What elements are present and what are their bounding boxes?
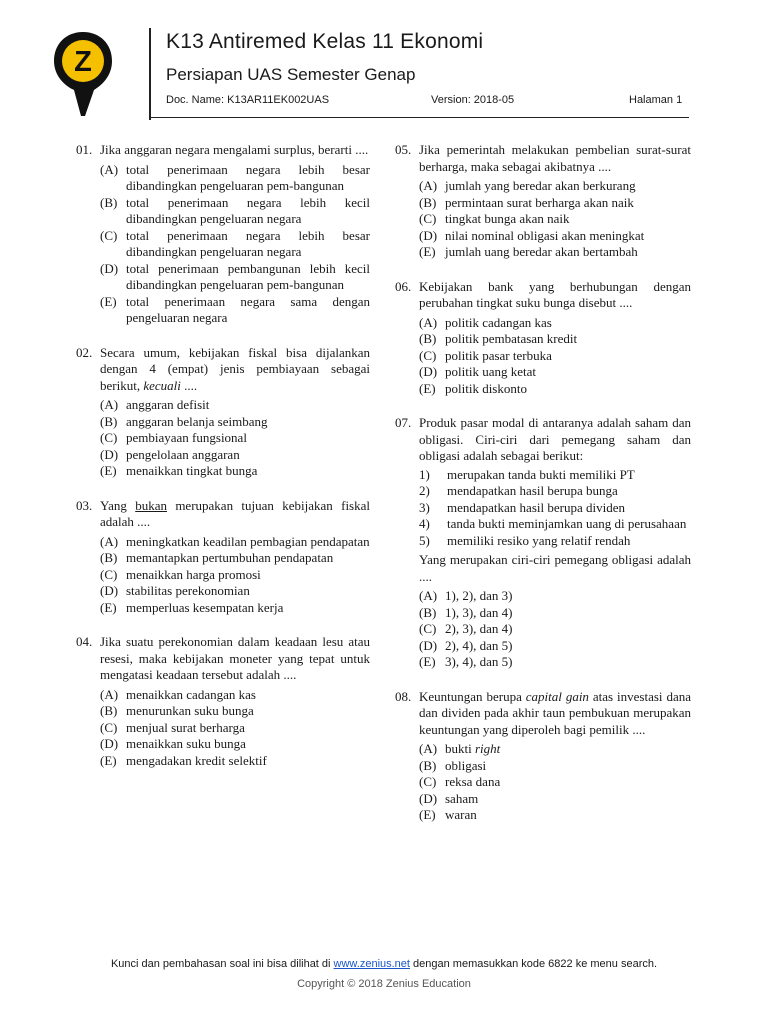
option-e (100, 753, 370, 770)
option-d (100, 261, 370, 294)
statement-number: 5) (419, 532, 430, 548)
option-a (100, 534, 370, 551)
option-label: (D) (419, 637, 438, 653)
footer-text-pre: Kunci dan pembahasan soal ini bisa dilihat di (110, 958, 334, 970)
option-label: (E) (419, 380, 436, 396)
option-text: politik diskonto (445, 380, 527, 396)
zenius-link[interactable]: www.zenius.net (333, 958, 410, 970)
option-label: (E) (419, 807, 436, 822)
option-c (419, 211, 691, 228)
footer-text-post: dengan memasukkan kode 6822 ke menu search. (409, 958, 658, 970)
page-number: Halaman 1 (629, 94, 683, 106)
zenius-logo (52, 30, 114, 120)
option-emphasis: right (474, 741, 501, 756)
question-text-tail: .... (180, 377, 198, 393)
option-e (419, 244, 691, 261)
option-text-pre: bukti (445, 741, 475, 756)
option-b (100, 195, 370, 228)
doc-name: Doc. Name: K13AR11EK002UAS (166, 94, 330, 106)
option-text: menurunkan suku bunga (126, 703, 254, 718)
statement-text: memiliki resiko yang relatif rendah (447, 532, 631, 548)
option-b (419, 758, 691, 775)
statement-item (419, 483, 691, 500)
option-text: mengadakan kredit selektif (126, 752, 267, 768)
option-d (419, 791, 691, 808)
question-number: 03. (76, 497, 93, 513)
question-05 (395, 142, 691, 261)
statement-item (419, 533, 691, 550)
option-e (419, 807, 691, 824)
option-b (100, 414, 370, 431)
option-a (419, 588, 691, 605)
option-b (100, 703, 370, 720)
question-text (100, 498, 370, 531)
logo-letter: Z (74, 46, 92, 78)
option-text: politik pembatasan kredit (445, 331, 578, 346)
option-text: 2), 4), dan 5) (445, 637, 513, 653)
option-label: (C) (100, 430, 118, 445)
option-label: (C) (100, 566, 118, 582)
option-text: menaikkan cadangan kas (126, 686, 256, 702)
statement-text: tanda bukti meminjamkan uang di perusahaan (447, 516, 687, 531)
statement-list (419, 467, 691, 550)
left-column (76, 142, 370, 787)
footer-note (0, 958, 768, 970)
question-text-main: Secara umum, kebijakan fiskal bisa dijalankan dengan 4 (empat) jenis pembiayaan sebagai berikut, (100, 344, 370, 393)
option-label: (B) (100, 413, 118, 429)
option-text: stabilitas perekonomian (126, 583, 250, 598)
option-label: (D) (100, 583, 119, 598)
option-c (419, 774, 691, 791)
option-label: (E) (100, 599, 117, 615)
question-01 (76, 142, 370, 327)
option-label: (B) (419, 757, 437, 773)
option-text: anggaran belanja seimbang (126, 413, 268, 429)
option-d (100, 447, 370, 464)
question-04 (76, 634, 370, 769)
question-underlined-word: bukan (135, 497, 167, 513)
option-c (419, 348, 691, 365)
option-label: (A) (100, 686, 119, 702)
question-03 (76, 498, 370, 617)
option-label: (D) (419, 790, 438, 806)
option-text: meningkatkan keadilan pembagian pendapatan (126, 533, 370, 549)
question-text-post: atas investasi dana dan dividen pada akhir taun pembukuan merupakan keuntungan yang diperoleh bagi pemilik .... (419, 688, 691, 737)
option-text: total penerimaan negara sama dengan pengeluaran negara (126, 293, 370, 325)
option-label: (E) (100, 752, 117, 768)
right-column (395, 142, 691, 842)
option-e (100, 294, 370, 327)
statement-number: 4) (419, 516, 430, 531)
option-text: pembiayaan fungsional (126, 430, 247, 445)
question-number: 05. (395, 142, 412, 157)
option-d (419, 364, 691, 381)
option-label: (A) (419, 314, 438, 330)
statement-item (419, 516, 691, 533)
question-number: 06. (395, 278, 412, 294)
question-02 (76, 345, 370, 480)
option-label: (A) (100, 397, 119, 412)
option-d (419, 638, 691, 655)
option-label: (C) (100, 719, 118, 735)
option-label: (C) (419, 347, 437, 363)
option-c (100, 720, 370, 737)
option-label: (D) (100, 736, 119, 751)
question-text (100, 345, 370, 395)
doc-version: Version: 2018-05 (431, 94, 515, 106)
option-text: total penerimaan negara lebih besar dibandingkan pengeluaran negara (126, 227, 370, 259)
option-b (419, 195, 691, 212)
option-c (100, 228, 370, 261)
option-label: (B) (419, 194, 437, 210)
question-number: 02. (76, 344, 93, 360)
question-number: 07. (395, 415, 412, 430)
option-text: 1), 2), dan 3) (445, 588, 513, 603)
question-emphasis: kecuali (143, 377, 181, 393)
option-text: menaikkan tingkat bunga (126, 463, 258, 478)
question-text (419, 689, 691, 739)
question-text-post: merupakan tujuan kebijakan fiskal adalah .... (100, 497, 370, 529)
option-label: (A) (100, 161, 119, 177)
copyright: Copyright © 2018 Zenius Education (297, 978, 471, 990)
option-text (445, 741, 691, 758)
option-label: (D) (100, 260, 119, 276)
option-d (419, 228, 691, 245)
option-c (100, 430, 370, 447)
question-08 (395, 689, 691, 824)
statement-number: 3) (419, 499, 430, 515)
option-b (100, 550, 370, 567)
document-subtitle: Persiapan UAS Semester Genap (166, 65, 416, 84)
option-label: (B) (419, 604, 437, 620)
statement-text: mendapatkan hasil berupa bunga (447, 483, 618, 498)
question-text: Kebijakan bank yang berhubungan dengan perubahan tingkat suku bunga disebut .... (419, 278, 691, 310)
option-label: (E) (100, 293, 117, 309)
option-text: permintaan surat berharga akan naik (445, 194, 634, 210)
statement-number: 2) (419, 483, 430, 498)
option-label: (D) (100, 446, 119, 462)
question-followup: Yang merupakan ciri-ciri pemegang obligasi adalah .... (419, 552, 691, 584)
statement-item (419, 467, 691, 484)
option-label: (A) (100, 533, 119, 549)
option-text: jumlah yang beredar akan berkurang (445, 178, 636, 193)
option-a (419, 741, 691, 758)
option-label: (B) (100, 194, 118, 210)
option-label: (B) (100, 550, 118, 565)
option-e (419, 654, 691, 671)
option-text: 2), 3), dan 4) (445, 621, 513, 636)
option-text: reksa dana (445, 774, 501, 789)
question-emphasis: capital gain (525, 688, 589, 704)
option-text: jumlah uang beredar akan bertambah (445, 244, 638, 259)
option-text: 3), 4), dan 5) (445, 654, 513, 669)
option-label: (C) (419, 211, 437, 226)
option-text: menjual surat berharga (126, 719, 245, 735)
question-number: 08. (395, 688, 412, 704)
option-d (100, 736, 370, 753)
question-07 (395, 415, 691, 671)
question-number: 01. (76, 142, 93, 157)
option-label: (E) (100, 463, 117, 478)
option-text: politik uang ketat (445, 364, 536, 379)
option-c (419, 621, 691, 638)
header-vertical-divider (149, 28, 151, 120)
option-text: obligasi (445, 757, 487, 773)
option-e (100, 600, 370, 617)
statement-text: merupakan tanda bukti memiliki PT (447, 466, 635, 482)
option-text: politik pasar terbuka (445, 347, 552, 363)
option-label: (B) (100, 703, 118, 718)
question-text: Jika anggaran negara mengalami surplus, berarti .... (100, 142, 369, 157)
option-text: menaikkan harga promosi (126, 566, 261, 582)
option-text: total penerimaan negara lebih besar dibandingkan pengeluaran pem-bangunan (126, 161, 370, 193)
option-text: waran (445, 807, 477, 822)
option-text: tingkat bunga akan naik (445, 211, 570, 226)
option-text: 1), 3), dan 4) (445, 604, 513, 620)
option-text: saham (445, 790, 479, 806)
question-06 (395, 279, 691, 398)
option-text: politik cadangan kas (445, 314, 552, 330)
question-text: Jika suatu perekonomian dalam keadaan lesu atau resesi, maka kebijakan moneter yang tepat untuk mengatasi keadaan tersebut adalah .... (100, 634, 370, 682)
header-horizontal-divider (149, 117, 689, 118)
option-d (100, 583, 370, 600)
option-c (100, 567, 370, 584)
option-a (100, 162, 370, 195)
statement-number: 1) (419, 466, 430, 482)
option-text: memperluas kesempatan kerja (126, 599, 284, 615)
option-text: anggaran defisit (126, 397, 210, 412)
option-label: (A) (419, 741, 438, 756)
option-a (419, 315, 691, 332)
option-a (419, 178, 691, 195)
option-text: total penerimaan negara lebih kecil dibandingkan pengeluaran negara (126, 194, 370, 226)
option-text: nilai nominal obligasi akan meningkat (445, 227, 645, 243)
option-text: menaikkan suku bunga (126, 736, 246, 751)
statement-text: mendapatkan hasil berupa dividen (447, 499, 625, 515)
option-text: total penerimaan pembangunan lebih kecil dibandingkan pengeluaran pem-bangunan (126, 260, 370, 292)
option-e (100, 463, 370, 480)
question-number: 04. (76, 634, 93, 649)
document-title: K13 Antiremed Kelas 11 Ekonomi (166, 30, 484, 53)
option-label: (C) (419, 774, 437, 789)
option-a (100, 687, 370, 704)
question-text: Jika pemerintah melakukan pembelian surat-surat berharga, maka sebagai akibatnya .... (419, 142, 691, 174)
option-label: (C) (419, 621, 437, 636)
question-text-pre: Keuntungan berupa (419, 688, 526, 704)
option-text: memantapkan pertumbuhan pendapatan (126, 550, 334, 565)
option-label: (B) (419, 331, 437, 346)
statement-item (419, 500, 691, 517)
option-e (419, 381, 691, 398)
question-text: Produk pasar modal di antaranya adalah saham dan obligasi. Ciri-ciri dari pemegang saham dan obligasi adalah sebagai berikut: (419, 415, 691, 463)
option-label: (A) (419, 588, 438, 603)
option-label: (C) (100, 227, 118, 243)
question-text-pre: Yang (100, 497, 136, 513)
option-label: (E) (419, 654, 436, 669)
option-label: (A) (419, 178, 438, 193)
option-label: (E) (419, 244, 436, 259)
option-label: (D) (419, 364, 438, 379)
option-a (100, 397, 370, 414)
option-b (419, 331, 691, 348)
option-text: pengelolaan anggaran (126, 446, 240, 462)
option-b (419, 605, 691, 622)
option-label: (D) (419, 227, 438, 243)
